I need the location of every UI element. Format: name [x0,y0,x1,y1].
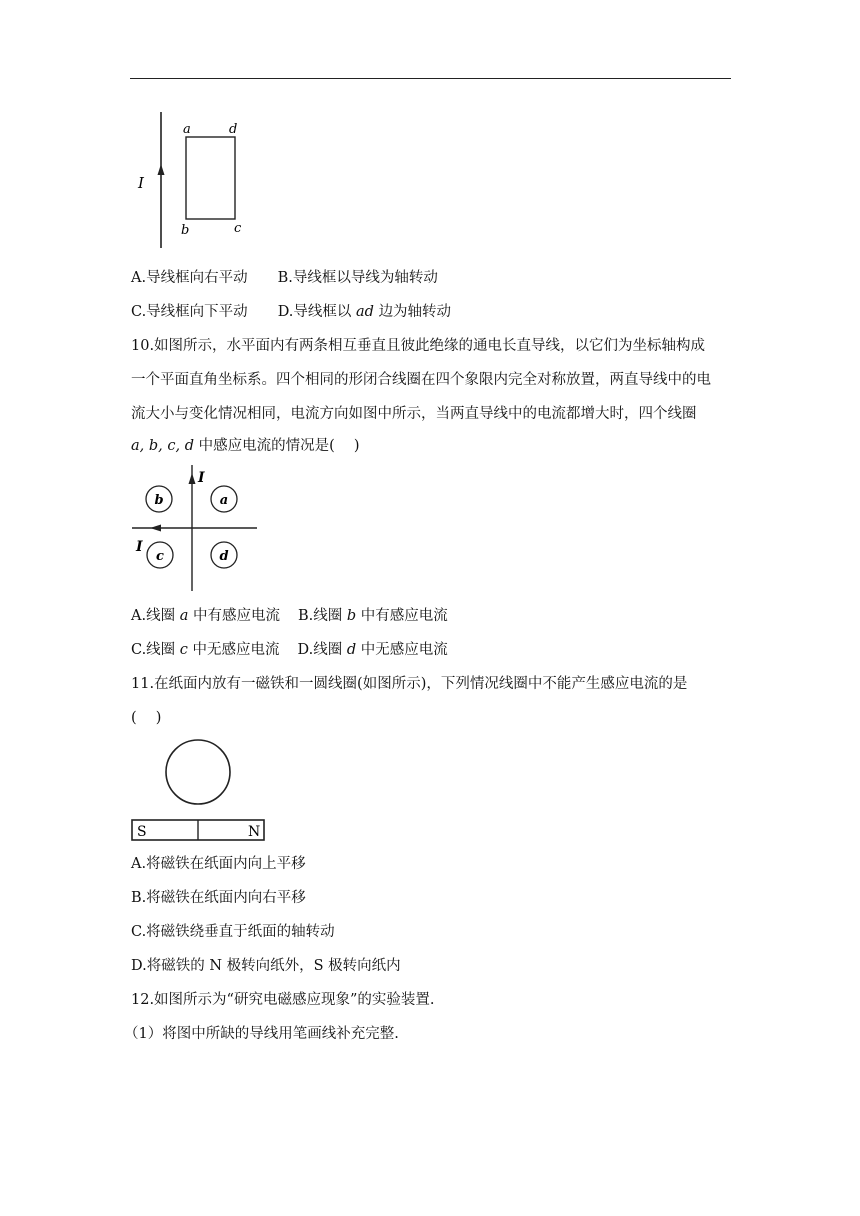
wire-frame [186,137,235,219]
q10-figure [130,463,260,593]
q10-option-b-post: 中有感应电流 [360,608,448,624]
q10-stem-line4 [131,436,360,456]
q9-options-row1 [131,268,438,288]
q11-stem-line1: 11.在纸面内放有一磁铁和一圆线圈(如图所示)，下列情况线圈中不能产生感应电流的是 [131,676,688,692]
q10-option-c-pre: C.线圈 [131,642,176,658]
q9-option-b: B.导线框以导线为轴转动 [277,270,438,286]
coil-b-label: b [154,493,164,508]
magnet-s-label: S [137,824,147,840]
coil-c-label: c [156,549,164,564]
magnet-n-label: N [248,824,261,840]
q11-option-d: D.将磁铁的 N 极转向纸外，S 极转向纸内 [131,958,401,974]
header-rule [130,78,731,79]
q10-stem-text: 中感应电流的情况是( ) [198,438,360,454]
q10-stem-line1: 10.如图所示，水平面内有两条相互垂直且彼此绝缘的通电长直导线，以它们为坐标轴构成 [131,338,706,354]
round-coil [166,740,230,804]
q10-stem-line3: 流大小与变化情况相同，电流方向如图中所示，当两直导线中的电流都增大时，四个线圈 [131,406,697,422]
coil-a-label: a [219,493,229,508]
current-arrow [158,164,165,175]
corner-d: d [229,122,238,137]
q12-stem: 12.如图所示为“研究电磁感应现象”的实验装置. [131,992,435,1008]
q10-option-b-var: b [346,608,357,624]
q10-options-row1 [131,606,448,626]
q11-option-a: A.将磁铁在纸面内向上平移 [131,856,306,872]
corner-b: b [181,223,190,238]
q11-stem-line2: ( ) [131,710,162,726]
q10-option-a-pre: A.线圈 [131,608,176,624]
q12-part1: （1）将图中所缺的导线用笔画线补充完整. [124,1026,399,1042]
q10-option-c-post: 中无感应电流 [192,642,280,658]
q10-stem-line2: 一个平面直角坐标系。四个相同的形闭合线圈在四个象限内完全对称放置，两直导线中的电 [131,372,711,388]
corner-a: a [183,122,191,137]
horizontal-current-arrow [150,525,161,532]
current-label: I [138,174,144,192]
q10-option-a-post: 中有感应电流 [192,608,280,624]
q10-option-d-post: 中无感应电流 [360,642,448,658]
q9-figure [130,110,250,250]
q11-figure [130,738,266,844]
q9-option-c: C.导线框向下平动 [131,304,248,320]
q9-option-a: A.导线框向右平动 [131,270,248,286]
corner-c: c [234,221,242,236]
q10-option-a-var: a [179,608,189,624]
q9-options-row2 [131,302,451,322]
vertical-current-label: I [198,470,205,486]
vertical-current-arrow [189,473,196,484]
q10-option-b-pre: B.线圈 [297,608,343,624]
q10-option-d-var: d [346,642,357,658]
coil-d-label: d [219,549,229,564]
q9-option-d-post: 边为轴转动 [378,304,452,320]
q9-option-d-var: ad [356,304,374,320]
q11-option-b: B.将磁铁在纸面内向右平移 [131,890,306,906]
q10-option-c-var: c [179,642,188,658]
horizontal-current-label: I [136,539,143,555]
q9-option-d-pre: D.导线框以 [277,304,352,320]
q10-options-row2 [131,640,448,660]
q11-option-c: C.将磁铁绕垂直于纸面的轴转动 [131,924,335,940]
q10-option-d-pre: D.线圈 [297,642,343,658]
q10-coil-vars: a, b, c, d [131,438,194,454]
